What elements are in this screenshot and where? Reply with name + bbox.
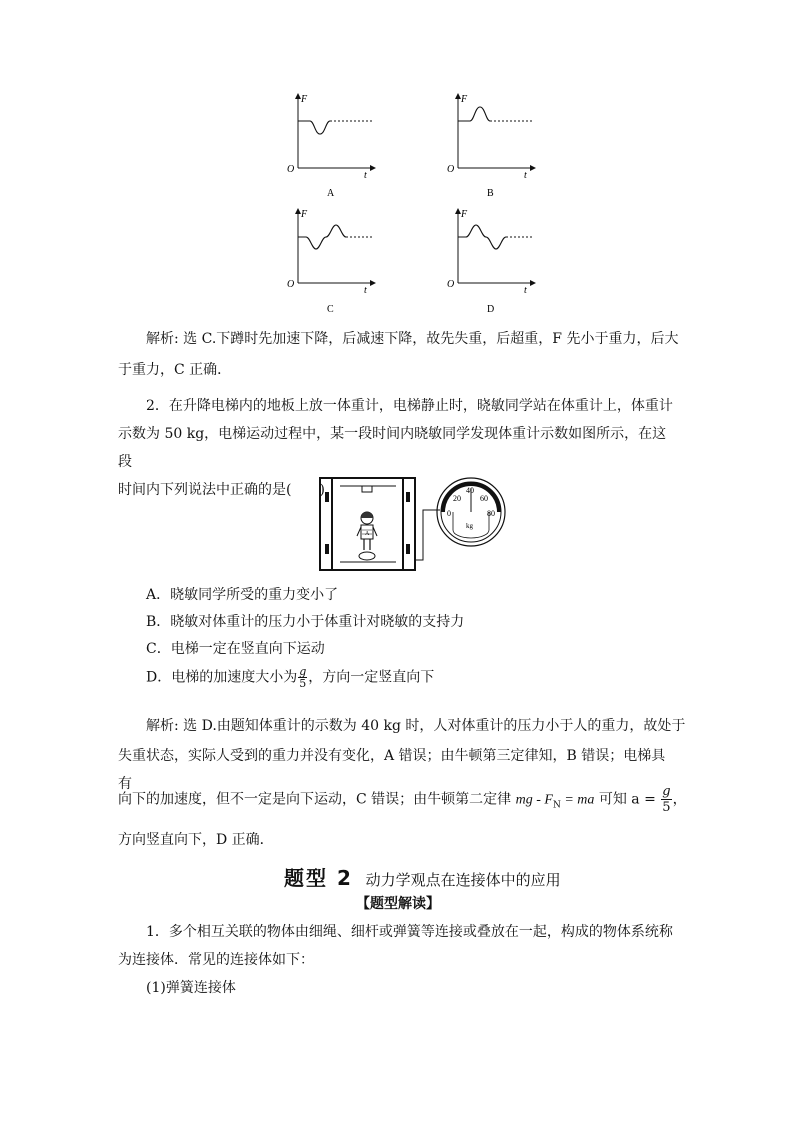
person bbox=[357, 512, 377, 550]
elevator-scale-figure bbox=[318, 474, 518, 574]
graph-d-axis-y: F bbox=[461, 209, 468, 220]
option-b: B．晓敏对体重计的压力小于体重计对晓敏的支持力 bbox=[146, 614, 465, 630]
q2-analysis-line1: 解析: 选 D.由题知体重计的示数为 40 kg 时，人对体重计的压力小于人的重力，故处于 bbox=[146, 718, 686, 734]
q2-line3: 时间内下列说法中正确的是( ) bbox=[118, 482, 325, 498]
q2-analysis-line3-a: 向下的加速度，但不一定是向下运动，C 错误；由牛顿第二定律 bbox=[118, 791, 516, 808]
graph-d-letter: D bbox=[487, 304, 495, 315]
section-title bbox=[284, 862, 561, 891]
q1-analysis bbox=[146, 322, 686, 356]
intro-line3-wrap bbox=[146, 974, 706, 1002]
graph-d-origin: O bbox=[447, 279, 455, 290]
graph-a-letter: A bbox=[327, 188, 335, 199]
graph-c-letter: C bbox=[327, 304, 334, 315]
intro-line1-wrap bbox=[146, 918, 686, 946]
graph-c bbox=[287, 209, 375, 315]
q2-analysis-line1-wrap bbox=[146, 712, 686, 740]
scale-dial bbox=[437, 478, 505, 546]
graph-c-origin: O bbox=[287, 279, 295, 290]
graph-b-axis-y: F bbox=[461, 94, 468, 105]
q1-analysis-line1: 解析: 选 C.下蹲时先加速下降，后减速下降，故先失重，后超重，F 先小于重力，后大 bbox=[146, 331, 679, 347]
q2-analysis-line3-c: 可知 a = bbox=[594, 791, 661, 808]
q2-analysis-line3-end: ， bbox=[672, 791, 687, 808]
q2-formula: mg - F bbox=[515, 792, 553, 808]
graph-a-axis-y: F bbox=[301, 94, 308, 105]
graph-a-origin: O bbox=[287, 164, 295, 175]
option-d-suffix: ，方向一定竖直向下 bbox=[308, 669, 435, 686]
option-d-den: 5 bbox=[299, 677, 307, 690]
graph-c-axis-x: t bbox=[364, 285, 367, 296]
option-d-prefix: D．电梯的加速度大小为 bbox=[146, 669, 298, 686]
graph-b-axis-x: t bbox=[524, 170, 527, 181]
graph-a bbox=[287, 94, 375, 199]
graph-b bbox=[447, 94, 535, 199]
intro bbox=[118, 946, 678, 974]
q2-analysis-line2: 失重状态，实际人受到的重力并没有变化，A 错误；由牛顿第三定律知，B 错误；电梯具有 bbox=[118, 748, 666, 792]
option-a: A．晓敏同学所受的重力变小了 bbox=[146, 587, 339, 603]
q2-formula-sub: N bbox=[552, 800, 561, 811]
graph-b-letter: B bbox=[487, 188, 494, 199]
q2-analysis-line4-wrap bbox=[118, 826, 678, 854]
dial-label-80: 80 bbox=[487, 509, 495, 518]
intro-line2: 为连接体．常见的连接体如下： bbox=[118, 952, 314, 968]
q2-line1: 2．在升降电梯内的地板上放一体重计，电梯静止时，晓敏同学站在体重计上，体重计 bbox=[146, 398, 673, 414]
q2-fraction-num: g bbox=[662, 784, 671, 799]
graph-b-origin: O bbox=[447, 164, 455, 175]
option-d-num: g bbox=[299, 665, 307, 678]
q2-fraction-den: 5 bbox=[662, 800, 671, 815]
q2-stem-first bbox=[146, 392, 686, 420]
floor-scale bbox=[359, 552, 375, 560]
q2-formula-b: = ma bbox=[560, 792, 595, 808]
dial-label-60: 60 bbox=[480, 494, 488, 503]
option-d bbox=[146, 666, 434, 689]
elevator bbox=[320, 478, 415, 570]
graph-d bbox=[447, 209, 535, 315]
dial-unit: kg bbox=[466, 522, 473, 530]
q2-line2: 示数为 50 kg，电梯运动过程中，某一段时间内晓敏同学发现体重计示数如图所示，在这段 bbox=[118, 426, 667, 470]
intro-line3: (1)弹簧连接体 bbox=[146, 980, 236, 996]
section-title-big: 题型 2 bbox=[284, 866, 353, 890]
ft-graphs-figure bbox=[280, 88, 550, 318]
dial-label-0: 0 bbox=[447, 509, 451, 518]
option-d-fraction bbox=[298, 666, 307, 689]
q2-analysis-line4: 方向竖直向下，D 正确． bbox=[118, 832, 274, 848]
intro-line1: 1．多个相互关联的物体由细绳、细杆或弹簧等连接或叠放在一起，构成的物体系统称 bbox=[146, 924, 673, 940]
section-title-rest: 动力学观点在连接体中的应用 bbox=[365, 871, 561, 889]
svg-text:A: A bbox=[365, 531, 370, 537]
graph-d-axis-x: t bbox=[524, 285, 527, 296]
dial-label-20: 20 bbox=[453, 494, 461, 503]
q1-analysis-cont bbox=[118, 356, 678, 384]
option-c: C．电梯一定在竖直向下运动 bbox=[146, 641, 325, 657]
q1-analysis-line2: 于重力，C 正确． bbox=[118, 362, 232, 378]
q2-fraction bbox=[661, 784, 671, 815]
dial-label-40: 40 bbox=[466, 486, 474, 495]
section-subtitle: 【题型解读】 bbox=[356, 896, 440, 912]
graph-c-axis-y: F bbox=[301, 209, 308, 220]
q2-analysis-line3-wrap bbox=[118, 784, 698, 819]
graph-a-axis-x: t bbox=[364, 170, 367, 181]
